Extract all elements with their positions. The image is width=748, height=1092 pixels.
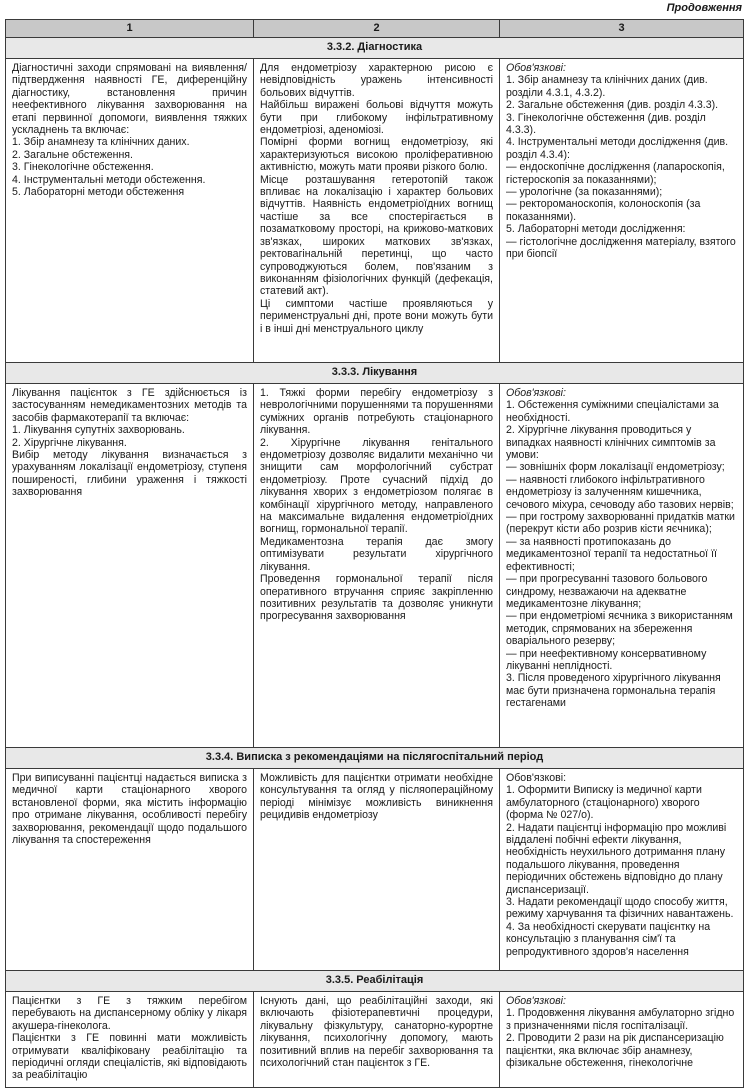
text-line: 1. Збір анамнезу та клінічних даних. — [12, 136, 190, 149]
text-line: 4. Інструментальні методи обстеження. — [12, 173, 206, 186]
text-line: 2. Загальне обстеження. — [12, 148, 133, 161]
text-line: 2. Надати пацієнтці інформацію про можливі віддалені побічні ефекти лікування, необхідність неухильного дотримання плану подальшого лікування, проведення періодичних обстежень відповідно до плану диспансеризації. — [506, 821, 727, 896]
diagnostics-col1 — [6, 59, 254, 363]
text-line: 5. Лабораторні методи обстеження — [12, 186, 185, 199]
discharge-col1 — [6, 769, 254, 971]
text-line: 4. За необхідності скерувати пацієнтку на консультацію з планування сім'ї та репродуктивного здоров'я населення — [506, 920, 711, 958]
column-header-1: 1 — [6, 20, 254, 38]
section-content-row — [6, 769, 744, 971]
section-title-treatment: 3.3.3. Лікування — [6, 363, 744, 384]
text-line: 1. Продовження лікування амбулаторно згідно з призначеннями після госпіталізації. — [506, 1007, 735, 1032]
mandatory-label: Обов'язкові: — [506, 387, 566, 399]
rehabilitation-col3 — [500, 992, 744, 1088]
text-line: — наявності глибокого інфільтративного ендометріозу із залученням кишечника, сечового міхура, сечоводу або тазових нервів; — [506, 473, 734, 511]
treatment-col2 — [254, 384, 500, 748]
text-line: Медикаментозна терапія дає змогу оптимізувати результати хірургічного лікування. — [260, 535, 493, 573]
section-title-rehabilitation: 3.3.5. Реабілітація — [6, 971, 744, 992]
text-line: Можливість для пацієнтки отримати необхідне консультування та огляд у післяопераційному періоді мінімізує можливість виникнення рецидивів ендометріозу — [260, 772, 493, 822]
text-line: — гістологічне дослідження матеріалу, взятого при біопсії — [506, 235, 736, 261]
discharge-col2 — [254, 769, 500, 971]
section-title-row — [6, 748, 744, 769]
rehabilitation-col2 — [254, 992, 500, 1088]
rehabilitation-col1 — [6, 992, 254, 1088]
text-line: 5. Лабораторні методи дослідження: — [506, 223, 686, 236]
text-line: Пацієнтки з ГЕ з тяжким перебігом перебувають на диспансерному обліку у лікаря акушера-гінеколога. — [12, 995, 247, 1032]
section-title-row — [6, 971, 744, 992]
text-line: 3. Гінекологічне обстеження. — [12, 161, 154, 174]
column-header-row — [6, 20, 744, 38]
diagnostics-col3 — [500, 59, 744, 363]
section-title-discharge: 3.3.4. Виписка з рекомендаціями на післягоспітальний період — [6, 748, 744, 769]
text-line: 2. Хірургічне лікування проводиться у випадках наявності клінічних симптомів за умови: — [506, 424, 716, 462]
mandatory-label: Обов'язкові: — [506, 772, 567, 784]
mandatory-label: Обов'язкові: — [506, 995, 566, 1007]
text-line: — при ендометріомі яєчника з використанням методик, спрямованих на збереження оваріального резерву; — [506, 610, 733, 648]
section-title-diagnostics: 3.3.2. Діагностика — [6, 38, 744, 59]
protocol-table — [5, 19, 744, 1088]
text-line: 1. Збір анамнезу та клінічних даних (див. розділи 4.3.1, 4.3.2). — [506, 74, 708, 99]
treatment-col1 — [6, 384, 254, 748]
text-line: Проведення гормональної терапії після оперативного втручання сприяє закріпленню позитивних результатів та дозволяє уникнути прогресування захворювання — [260, 573, 493, 623]
text-line: — за наявності протипоказань до медикаментозної терапії та недостатньої її ефективності; — [506, 535, 717, 573]
text-line: 1. Оформити Виписку із медичної карти амбулаторного (стаціонарного) хворого (форма № 027/о). — [506, 784, 702, 822]
text-line: При виписуванні пацієнтці надається виписка з медичної карти стаціонарного хворого встановленої форми, яка містить інформацію про отримане лікування, особливості перебігу захворювання, рекомендації щодо подальшого лікування та спостереження — [12, 772, 247, 847]
text-line: Найбільш виражені больові відчуття можуть бути при глибокому інфільтративному ендометріозі, аденоміозі. — [260, 99, 493, 137]
text-line: Існують дані, що реабілітаційні заходи, які включають фізіотерапевтичні процедури, лікувальну фізкультуру, санаторно-курортне лікування, психологічну допомогу, мають позитивний вплив на перебіг захворювання та психологічний стан пацієнток з ГЕ. — [260, 995, 493, 1070]
text-line: — урологічне (за показаннями); — [506, 186, 663, 199]
treatment-col3 — [500, 384, 744, 748]
text-line: Місце розташування гетеротопій також впливає на локалізацію і характер больових відчуттів. Наявність ендометріоїдних вогнищ частіше за все спостерігається в позаматковому просторі, на крижово-маткових зв'язках, широких маткових зв'язках, ректовагінальній перетинці, що часто супроводжуються болем, пов'язаним з виконанням фізіологічних функцій (дефекація, статевий акт). — [260, 173, 493, 298]
text-line: 2. Хірургічне лікування. — [12, 436, 127, 449]
section-title-row — [6, 363, 744, 384]
text-line: — при гострому захворюванні придатків матки (перекрут кісти або розрив кісти яєчника); — [506, 511, 735, 536]
text-line: 2. Хірургічне лікування генітального ендометріозу дозволяє видалити механічно чи знищити сам морфологічний субстрат ендометріозу. Проте сучасний підхід до лікування хворих з ендометріозом полягає в комбінації хірургічного методу, направленого на максимальне видалення ендометріоїдних вогнищ, гормональної терапії. — [260, 436, 493, 536]
section-content-row — [6, 59, 744, 363]
text-line: Вибір методу лікування визначається з урахуванням локалізації ендометріозу, ступеня поширеності, глибини ураження і тяжкості захворювання — [12, 449, 247, 499]
text-line: 1. Обстеження суміжними спеціалістами за необхідності. — [506, 399, 719, 424]
continuation-label: Продовження — [666, 2, 742, 14]
text-line: 3. Гінекологічне обстеження (див. розділ 4.3.3). — [506, 111, 706, 137]
column-header-2: 2 — [254, 20, 500, 38]
section-title-row — [6, 38, 744, 59]
text-line: Ці симптоми частіше проявляються у перименструальні дні, проте вони можуть бути і в інші дні менструального циклу — [260, 297, 493, 335]
text-line: Пацієнтки з ГЕ повинні мати можливість отримувати кваліфіковану реабілітацію та періодичні огляди спеціалістів, які відповідають за реабілітацію — [12, 1032, 247, 1082]
text-line: — при неефективному консервативному лікуванні неплідності. — [506, 647, 707, 672]
text-line: Помірні форми вогнищ ендометріозу, які характеризуються високою проліферативною активністю, можуть мати прояви різкого болю. — [260, 136, 493, 174]
text-line: Діагностичні заходи спрямовані на виявлення/підтвердження наявності ГЕ, диференційну діагностику, встановлення причин неефективного лікування захворювання на етапі первинної допомоги, виявлення тяжких ускладнень та включає: — [12, 62, 247, 137]
text-line: 4. Інструментальні методи дослідження (див. розділ 4.3.4): — [506, 136, 729, 161]
diagnostics-col2 — [254, 59, 500, 363]
text-line: Лікування пацієнток з ГЕ здійснюється із застосуванням немедикаментозних методів та засобів фармакотерапії та включає: — [12, 387, 247, 424]
section-content-row — [6, 384, 744, 748]
text-line: 3. Надати рекомендації щодо способу життя, режиму харчування та фізичних навантажень. — [506, 896, 734, 921]
text-line: 1. Лікування супутніх захворювань. — [12, 424, 185, 437]
text-line: — при прогресуванні тазового больового синдрому, незважаючи на адекватне медикаментозне лікування; — [506, 573, 708, 610]
text-line: 3. Після проведеного хірургічного лікування має бути призначена гормональна терапія гестагенами — [506, 672, 721, 710]
text-line: — зовнішніх форм локалізації ендометріозу; — [506, 461, 725, 474]
text-line: — ректороманоскопія, колоноскопія (за показаннями). — [506, 198, 701, 223]
mandatory-label: Обов'язкові: — [506, 62, 566, 74]
text-line: 2. Проводити 2 рази на рік диспансеризацію пацієнтки, яка включає збір анамнезу, фізикальне обстеження, гінекологічне — [506, 1032, 724, 1070]
column-header-3: 3 — [500, 20, 744, 38]
section-content-row — [6, 992, 744, 1088]
text-line: 2. Загальне обстеження (див. розділ 4.3.3). — [506, 99, 719, 112]
text-line: — ендоскопічне дослідження (лапароскопія, гістероскопія за показаннями); — [506, 161, 725, 186]
text-line: Для ендометріозу характерною рисою є невідповідність уражень інтенсивності больових відчуттів. — [260, 62, 493, 99]
text-line: 1. Тяжкі форми перебігу ендометріозу з неврологічними порушеннями та порушеннями суміжних органів потребують стаціонарного лікування. — [260, 387, 493, 437]
discharge-col3 — [500, 769, 744, 971]
